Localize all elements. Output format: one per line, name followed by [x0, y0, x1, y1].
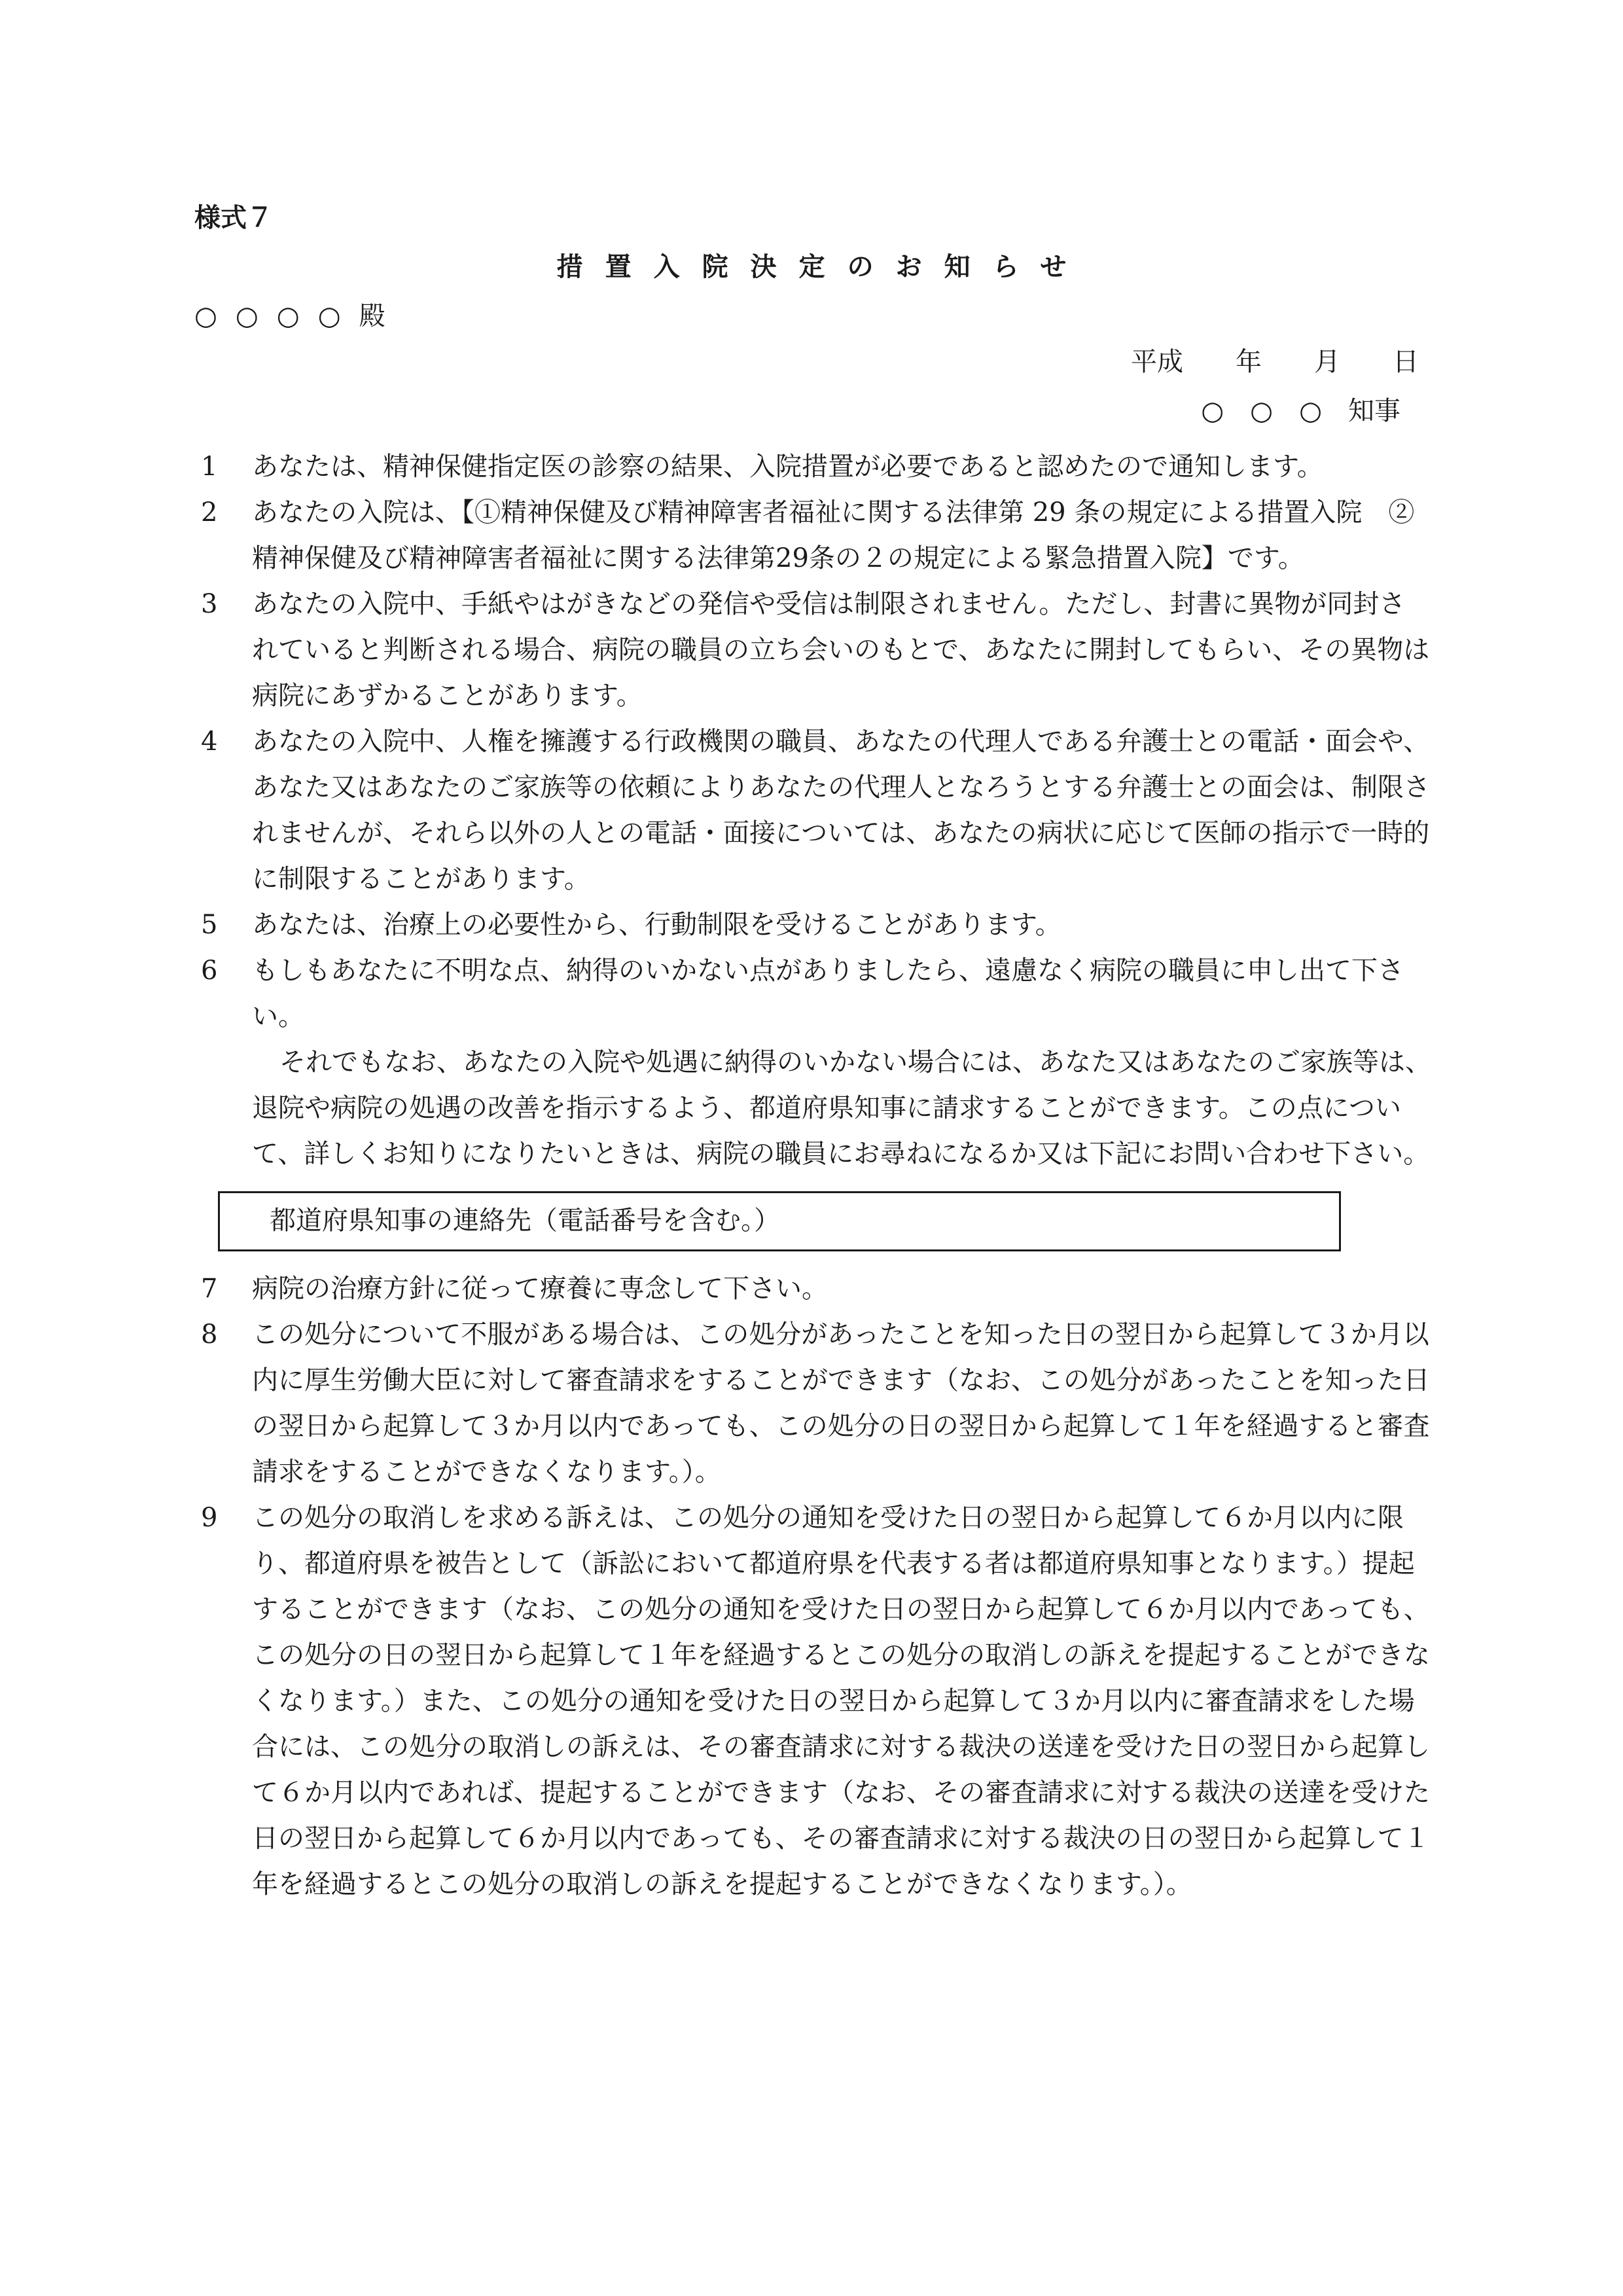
item-7 — [194, 1266, 1431, 1312]
addressee: ○○○○殿 — [194, 301, 404, 331]
item-number: 5 — [201, 910, 218, 940]
item-text: あなたの入院中、手紙やはがきなどの発信や受信は制限されません。ただし、封書に異物が同封されていると判断される場合、病院の職員の立ち会いのもとで、あなたに開封してもらい、その異物は病院にあずかることがあります。 — [252, 589, 1430, 711]
item-text: あなたの入院中、人権を擁護する行政機関の職員、あなたの代理人である弁護士との電話・面会や、あなた又はあなたのご家族等の依頼によりあなたの代理人となろうとする弁護士との面会は、制限されませんが、それら以外の人との電話・面接については、あなたの病状に応じて医師の指示で一時的に制限することがあります。 — [252, 726, 1430, 894]
date-line: 平成 年 月 日 — [1131, 347, 1419, 377]
item-6 — [194, 948, 1431, 1177]
item-number: 3 — [201, 589, 218, 619]
item-number: 4 — [201, 726, 218, 757]
item-2 — [194, 490, 1431, 581]
item-text: あなたの入院は、【①精神保健及び精神障害者福祉に関する法律第 29 条の規定による措置入院 ②精神保健及び精神障害者福祉に関する法律第29条の２の規定による緊急措置入院】です。 — [252, 497, 1415, 573]
issuer: ○ ○ ○ 知事 — [1201, 396, 1400, 426]
item-text: この処分について不服がある場合は、この処分があったことを知った日の翌日から起算して３か月以内に厚生労働大臣に対して審査請求をすることができます（なお、この処分があったことを知った日の翌日から起算して３か月以内であっても、この処分の日の翌日から起算して１年を経過すると審査請求をすることができなくなります。）。 — [252, 1319, 1430, 1487]
item-4 — [194, 719, 1431, 902]
notice-items — [194, 444, 1431, 1907]
form-number: 様式７ — [194, 203, 273, 233]
item-text: この処分の取消しを求める訴えは、この処分の通知を受けた日の翌日から起算して６か月以内に限り、都道府県を被告として（訴訟において都道府県を代表する者は都道府県知事となります。）提起することができます（なお、この処分の通知を受けた日の翌日から起算して６か月以内であっても、この処分の日の翌日から起算して１年を経過するとこの処分の取消しの訴えを提起することができなくなります。）また、この処分の通知を受けた日の翌日から起算して３か月以内に審査請求をした場合には、この処分の取消しの訴えは、その審査請求に対する裁決の送達を受けた日の翌日から起算して６か月以内であれば、提起することができます（なお、その審査請求に対する裁決の送達を受けた日の翌日から起算して６か月以内であっても、その審査請求に対する裁決の日の翌日から起算して１年を経過するとこの処分の取消しの訴えを提起することができなくなります。）。 — [252, 1503, 1430, 1899]
item-number: 8 — [201, 1319, 218, 1350]
item-number: 9 — [201, 1503, 218, 1533]
item-3 — [194, 581, 1431, 719]
item-text-continued: それでもなお、あなたの入院や処遇に納得のいかない場合には、あなた又はあなたのご家族等は、退院や病院の処遇の改善を指示するよう、都道府県知事に請求することができます。この点について、詳しくお知りになりたいときは、病院の職員にお尋ねになるか又は下記にお問い合わせ下さい。 — [252, 1047, 1431, 1169]
item-9 — [194, 1495, 1431, 1907]
item-8 — [194, 1312, 1431, 1495]
item-number: 2 — [201, 497, 218, 528]
item-text: 病院の治療方針に従って療養に専念して下さい。 — [252, 1274, 828, 1304]
item-text: あなたは、治療上の必要性から、行動制限を受けることがあります。 — [252, 910, 1061, 940]
item-5 — [194, 902, 1431, 948]
item-text: あなたは、精神保健指定医の診察の結果、入院措置が必要であると認めたので通知します。 — [252, 452, 1323, 482]
contact-info-label: 都道府県知事の連絡先（電話番号を含む。） — [270, 1206, 780, 1236]
item-1 — [194, 444, 1431, 490]
document-title: 措置入院決定のお知らせ — [556, 252, 1089, 282]
contact-info-box — [218, 1191, 1341, 1251]
item-number: 7 — [201, 1274, 218, 1304]
item-number: 1 — [201, 452, 218, 482]
item-number: 6 — [201, 956, 218, 986]
item-text: もしもあなたに不明な点、納得のいかない点がありましたら、遠慮なく病院の職員に申し出て下さい。 — [252, 956, 1404, 1031]
